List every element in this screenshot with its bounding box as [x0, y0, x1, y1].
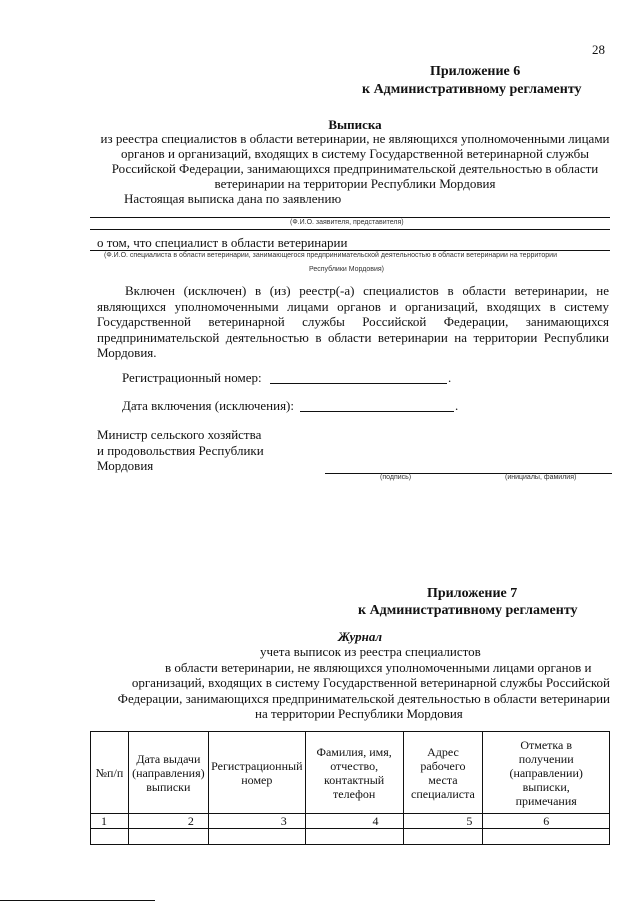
appendix7-doc-title: Журнал	[337, 629, 383, 644]
appendix7-desc-line: учета выписок из реестра специалистов	[260, 644, 481, 659]
body-line: Государственной ветеринарной службы Российской Федерации, занимающихся	[97, 314, 609, 329]
header-cell-number: №п/п	[91, 732, 129, 814]
appendix6-description	[90, 131, 620, 191]
table-number-cell: 4	[305, 814, 403, 829]
header-cell-reg-number: Регистрационный номер	[208, 732, 305, 814]
appendix6-desc-line: ветеринарии на территории Республики Мордовия	[214, 176, 496, 191]
appendix6-desc-line: Российской Федерации, занимающихся предпринимательской деятельностью в области	[111, 161, 599, 176]
table-row	[91, 829, 610, 845]
header-cell-address: Адрес рабочего места специалиста	[403, 732, 483, 814]
inclusion-body	[97, 283, 609, 361]
table-number-cell: 3	[208, 814, 305, 829]
appendix7-desc-line: в области ветеринарии, не являющихся уполномоченными лицами органов и	[165, 659, 592, 675]
table-number-row	[91, 814, 610, 829]
appendix7-description	[90, 644, 620, 722]
inclusion-date-period: .	[455, 398, 459, 413]
appendix6-subtitle: к Административному регламенту	[362, 82, 582, 97]
inclusion-date-label: Дата включения (исключения):	[122, 398, 294, 413]
header-cell-full-name: Фамилия, имя, отчество, контактный телефон	[305, 732, 403, 814]
table-number-cell: 2	[128, 814, 208, 829]
body-line: Мордовия.	[97, 345, 157, 360]
page-number: 28	[592, 42, 605, 57]
table-header-row	[91, 732, 610, 814]
appendix6-desc-line: органов и организаций, входящих в систему Государственной ветеринарной службы	[121, 146, 589, 161]
body-line: предпринимательской деятельностью в области ветеринарии на территории Республики	[97, 329, 609, 345]
body-line: Включен (исключен) в (из) реестр(-а) специалистов в области ветеринарии, не	[125, 283, 609, 298]
specialist-caption: (Ф.И.О. специалиста в области ветеринарии, занимающегося предпринимательской деятельностью в области ветеринарии на территории	[104, 252, 557, 259]
specialist-caption-2: Республики Мордовия)	[309, 266, 384, 273]
footnote-separator	[0, 900, 155, 901]
applicant-line	[90, 217, 610, 218]
table-number-cell: 1	[91, 814, 129, 829]
about-specialist-text: о том, что специалист в области ветеринарии	[97, 235, 348, 250]
appendix6-doc-title: Выписка	[328, 117, 382, 132]
applicant-caption: (Ф.И.О. заявителя, представителя)	[290, 219, 404, 226]
reg-number-period: .	[448, 370, 452, 385]
journal-table	[90, 731, 610, 845]
header-cell-issue-date: Дата выдачи (направления) выписки	[128, 732, 208, 814]
specialist-line	[90, 250, 610, 251]
name-caption: (инициалы, фамилия)	[505, 474, 577, 481]
appendix7-subtitle: к Административному регламенту	[358, 603, 578, 618]
minister-line: Мордовия	[97, 458, 154, 473]
minister-line: и продовольствия Республики	[97, 442, 264, 458]
reg-number-field	[270, 383, 447, 384]
applicant-line-2	[90, 229, 610, 230]
appendix6-title: Приложение 6	[430, 64, 521, 79]
header-cell-receipt-mark: Отметка в получении (направлении) выписки, примечания	[483, 732, 610, 814]
minister-block	[97, 427, 264, 474]
inclusion-date-field	[300, 411, 454, 412]
appendix7-desc-line: на территории Республики Мордовия	[255, 706, 463, 721]
issued-on-text: Настоящая выписка дана по заявлению	[124, 191, 342, 206]
appendix7-desc-line: организаций, входящих в систему Государственной ветеринарной службы Российской	[131, 675, 610, 690]
appendix6-desc-line: из реестра специалистов в области ветеринарии, не являющихся уполномоченными лицами	[100, 131, 610, 146]
table-number-cell: 6	[483, 814, 610, 829]
reg-number-label: Регистрационный номер:	[122, 370, 262, 385]
table-number-cell: 5	[403, 814, 483, 829]
minister-line: Министр сельского хозяйства	[97, 427, 262, 442]
signature-caption: (подпись)	[380, 474, 412, 481]
body-line: являющихся уполномоченными лицами органов и организаций, входящих в систему	[97, 298, 609, 314]
appendix7-desc-line: Федерации, занимающихся предпринимательской деятельностью в области ветеринарии	[117, 690, 610, 706]
appendix7-title: Приложение 7	[427, 586, 518, 601]
